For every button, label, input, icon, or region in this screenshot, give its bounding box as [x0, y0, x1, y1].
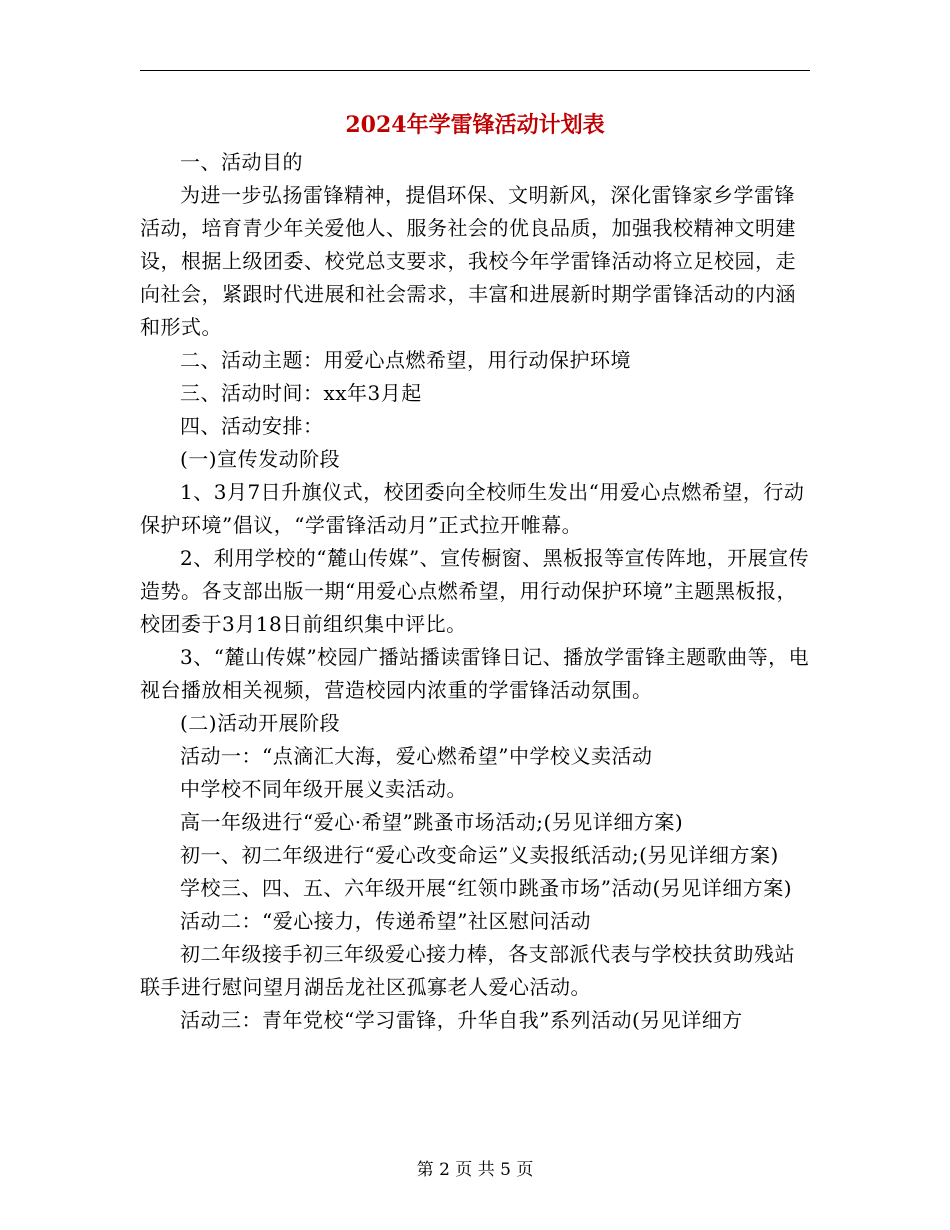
paragraph: 2、利用学校的“麓山传媒”、宣传橱窗、黑板报等宣传阵地，开展宣传造势。各支部出版一期“用爱心点燃希望，用行动保护环境”主题黑板报，校团委于3月18日前组织集中评比。 — [140, 546, 810, 636]
paragraph: 活动一：“点滴汇大海，爱心燃希望”中学校义卖活动 — [180, 744, 653, 768]
paragraph: 1、3月7日升旗仪式，校团委向全校师生发出“用爱心点燃希望，行动保护环境”倡议，“学雷锋活动月”正式拉开帷幕。 — [140, 480, 805, 537]
paragraph: 三、活动时间：xx年3月起 — [180, 381, 422, 405]
paragraph: (二)活动开展阶段 — [180, 711, 341, 735]
header-rule — [140, 70, 810, 71]
paragraph: 一、活动目的 — [180, 150, 303, 174]
paragraph: 学校三、四、五、六年级开展“红领巾跳蚤市场”活动(另见详细方案) — [180, 876, 793, 900]
paragraph: 为进一步弘扬雷锋精神，提倡环保、文明新风，深化雷锋家乡学雷锋活动，培育青少年关爱他人、服务社会的优良品质，加强我校精神文明建设，根据上级团委、校党总支要求，我校今年学雷锋活动将立足校园，走向社会，紧跟时代进展和社会需求，丰富和进展新时期学雷锋活动的内涵和形式。 — [140, 183, 796, 339]
paragraph: 活动三：青年党校“学习雷锋，升华自我”系列活动(另见详细方 — [180, 1008, 743, 1032]
document-title: 2024年学雷锋活动计划表 — [345, 112, 605, 138]
paragraph: 中学校不同年级开展义卖活动。 — [180, 777, 467, 801]
paragraph: 初一、初二年级进行“爱心改变命运”义卖报纸活动;(另见详细方案) — [180, 843, 779, 867]
paragraph: 初二年级接手初三年级爱心接力棒，各支部派代表与学校扶贫助残站联手进行慰问望月湖岳龙社区孤寡老人爱心活动。 — [140, 942, 795, 999]
paragraph: 四、活动安排： — [180, 414, 324, 438]
paragraph: 二、活动主题：用爱心点燃希望，用行动保护环境 — [180, 348, 631, 372]
document-body — [140, 146, 810, 1037]
paragraph: (一)宣传发动阶段 — [180, 447, 341, 471]
paragraph: 3、“麓山传媒”校园广播站播读雷锋日记、播放学雷锋主题歌曲等，电视台播放相关视频，营造校园内浓重的学雷锋活动氛围。 — [140, 645, 810, 702]
page-number: 第 2 页 共 5 页 — [416, 1160, 534, 1180]
paragraph: 高一年级进行“爱心·希望”跳蚤市场活动;(另见详细方案) — [180, 810, 684, 834]
paragraph: 活动二：“爱心接力，传递希望”社区慰问活动 — [180, 909, 591, 933]
